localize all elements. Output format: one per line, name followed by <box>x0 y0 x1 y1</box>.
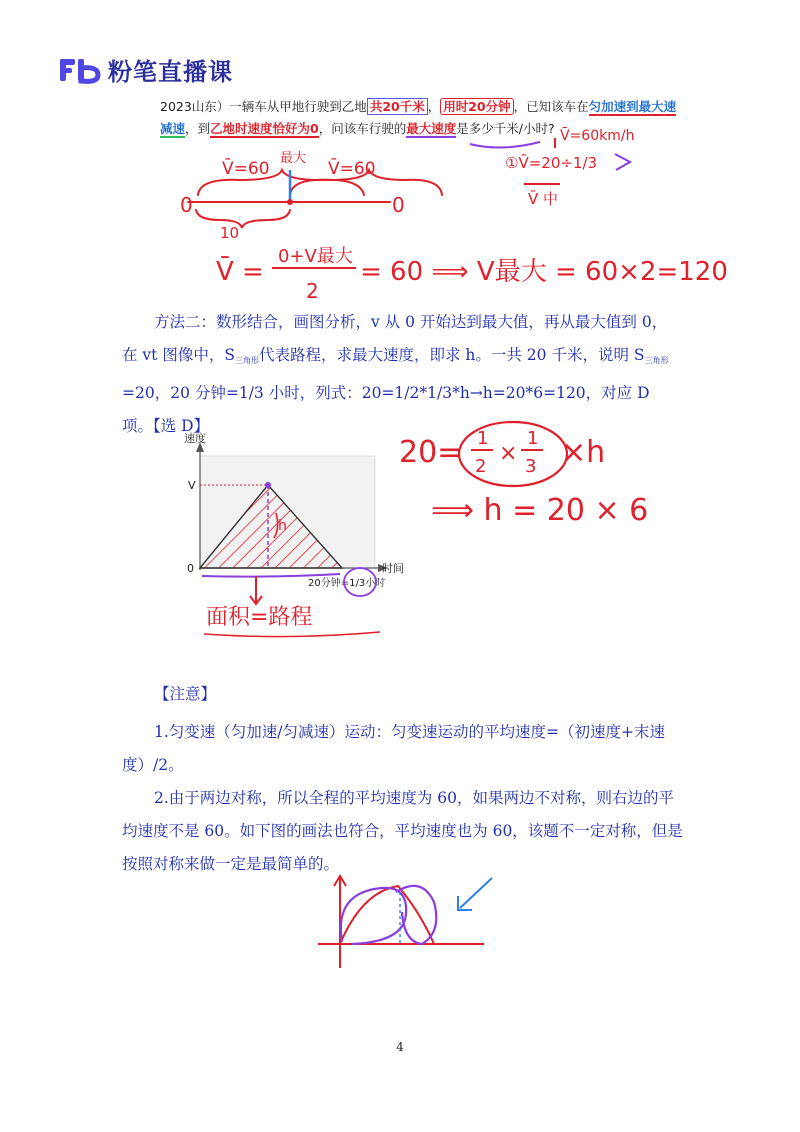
eq2-frac2-den: 3 <box>525 456 537 477</box>
vt-graph <box>160 428 404 648</box>
eq2-line-2: ⟹ h = 20 × 6 <box>431 493 649 528</box>
v-axis-tick: V <box>188 479 196 492</box>
question-highlight-distance: 共20千米 <box>367 98 428 115</box>
equation-rhs: = 60 ⟹ V最大 = 60×2=120 <box>360 257 728 287</box>
zero-right-label: 0 <box>392 193 405 217</box>
method-2-line-1: 方法二：数形结合，画图分析，v 从 0 开始达到最大值，再从最大值到 0， <box>154 313 668 331</box>
question-highlight-arrival: 乙地时速度恰好为0 <box>210 121 319 136</box>
eq2-frac1-num: 1 <box>477 428 489 449</box>
question-highlight-time: 用时20分钟 <box>440 98 513 115</box>
question-text-2: ，已知该车在 <box>513 99 589 114</box>
h-label: h <box>278 518 287 534</box>
vbar-right-label: V̄=60 <box>328 159 376 179</box>
method-2-line-2-b: 代表路程，求最大速度，即求 h。一共 20 千米，说明 S <box>258 346 645 364</box>
method-2-line-2-a: 在 vt 图像中，S <box>122 346 235 364</box>
peak-label: 最大 <box>280 151 307 166</box>
eq2-rhs: ×h <box>561 435 606 470</box>
zero-axis-tick: 0 <box>187 562 194 575</box>
question-text-4: ，问该车行驶的 <box>318 121 407 136</box>
note-item-2: 2.由于两边对称，所以全程的平均速度为 60，如果两边不对称，则右边的平均速度不是 60。如下图的画法也符合，平均速度也为 60，该题不一定对称，但是按照对称来做一定是最简单的。 <box>122 789 683 873</box>
brand-name: 粉笔直播课 <box>108 58 233 86</box>
y-axis-label: 速度 <box>184 432 206 445</box>
question-text-3: ，到 <box>185 121 211 136</box>
handwritten-equation-2 <box>395 416 655 536</box>
question-highlight-maxspeed: 最大速度 <box>406 121 457 136</box>
asymmetric-sketch <box>312 872 502 972</box>
ten-label: 10 <box>220 224 240 242</box>
side-note-1: V̄=60km/h <box>560 128 635 144</box>
question-highlight-decel: 减速 <box>160 121 186 136</box>
eq2-frac1-den: 2 <box>475 456 487 477</box>
method-2-line-3: =20，20 分钟=1/3 小时，列式：20=1/2*1/3*h→h=20*6=120，对应 D 项。【选 D】 <box>122 384 650 435</box>
vbar-left-label: V̄=60 <box>222 159 270 179</box>
equation-lhs: V̄ = <box>216 257 264 287</box>
x-note: 20分钟=1/3小时 <box>308 578 386 589</box>
method-2-line-2 <box>122 339 682 377</box>
side-note-2: ①V̄=20÷1/3 <box>505 154 598 172</box>
question-text-5: 是多少千米/小时? <box>456 121 555 136</box>
eq2-times: × <box>499 441 518 466</box>
question-text: 2023山东）一辆车从甲地行驶到乙地 <box>160 99 367 114</box>
brand-logo <box>58 52 233 87</box>
note-title: 【注意】 <box>154 685 217 703</box>
question-sep: ， <box>427 99 441 114</box>
method-2-sub-2: 三角形 <box>644 356 669 365</box>
page-number: 4 <box>396 1040 404 1054</box>
note-item-1: 1.匀变速（匀加速/匀减速）运动：匀变速运动的平均速度=（初速度+末速度）/2。 <box>122 723 665 774</box>
equation-numerator: 0+V最大 <box>278 246 353 267</box>
method-2-sub: 三角形 <box>234 356 259 365</box>
equation-denominator: 2 <box>306 279 319 303</box>
eq2-lhs: 20= <box>399 435 463 470</box>
graph-caption: 面积=路程 <box>206 605 313 630</box>
fenbi-logo-icon <box>58 56 102 84</box>
side-note-3: V̄ 中 <box>528 190 559 208</box>
zero-left-label: 0 <box>180 193 193 217</box>
x-axis-label: 时间 <box>382 562 404 575</box>
eq2-frac2-num: 1 <box>527 428 539 449</box>
question-highlight-accel: 匀加速到最大速 <box>588 99 677 114</box>
